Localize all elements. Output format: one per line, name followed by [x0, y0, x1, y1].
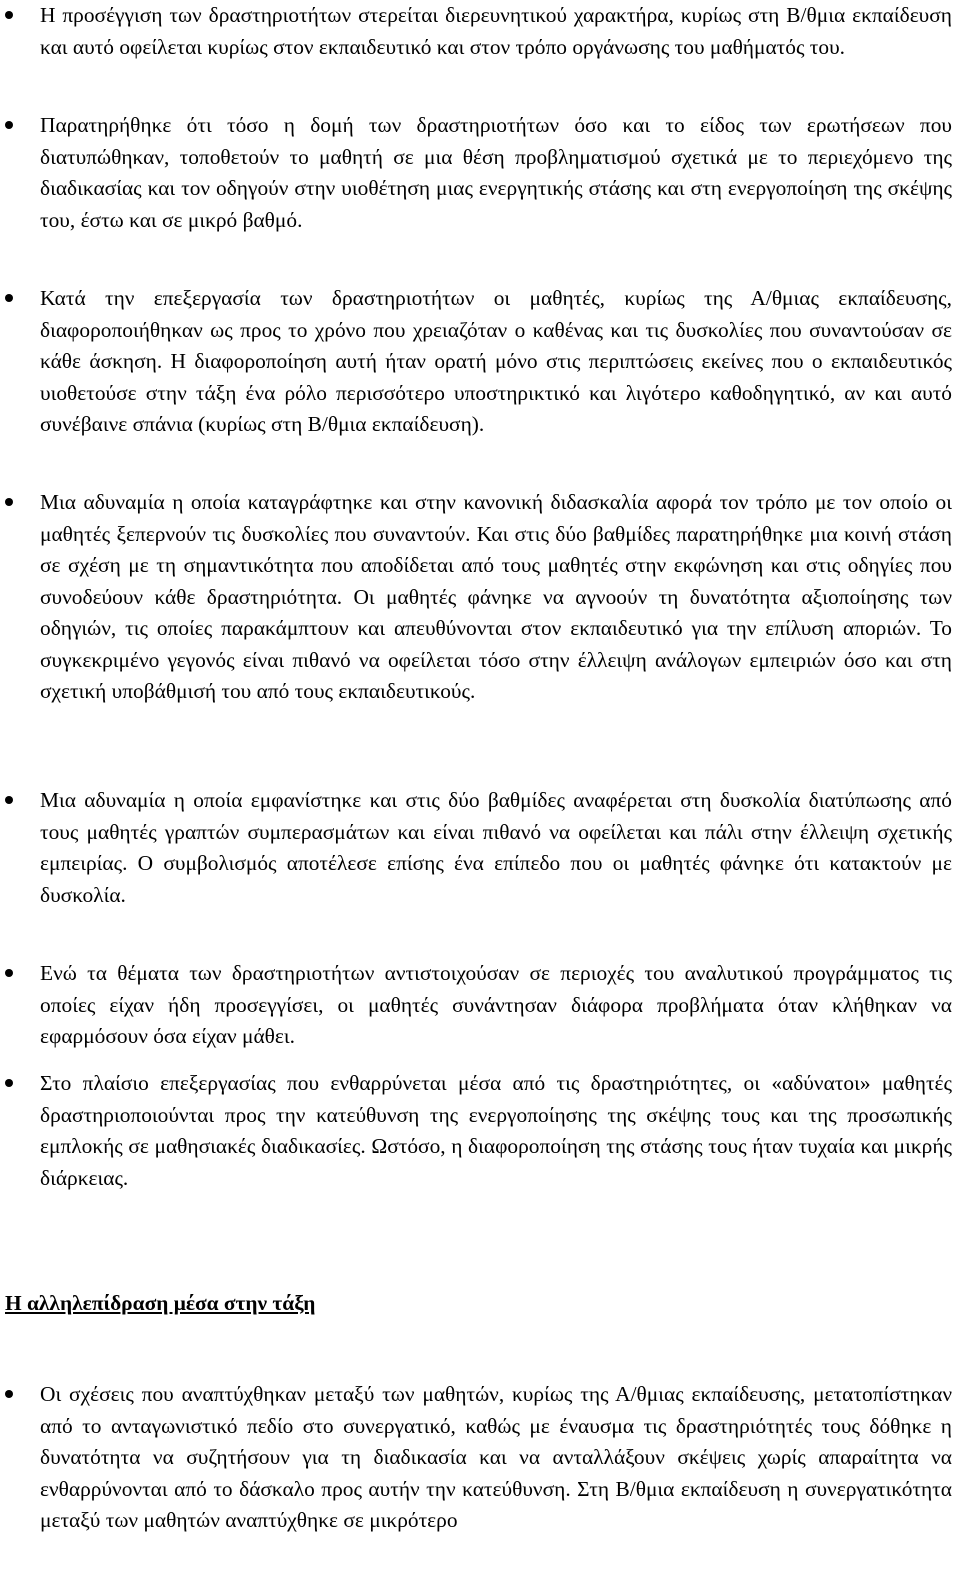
bullet-icon: [5, 796, 13, 804]
list-item-text: Ενώ τα θέματα των δραστηριοτήτων αντιστοιχούσαν σε περιοχές του αναλυτικού προγράμματος τις οποίες είχαν ήδη προσεγγίσει, οι μαθητές συνάντησαν διάφορα προβλήματα όταν κλήθηκαν να εφαρμόσουν όσα είχαν μάθει.: [40, 961, 952, 1048]
list-item-text: Παρατηρήθηκε ότι τόσο η δομή των δραστηριοτήτων όσο και το είδος των ερωτήσεων που διατυπώθηκαν, τοποθετούν το μαθητή σε μια θέση προβληματισμού σχετικά με το περιεχόμενο της διαδικασίας και τον οδηγούν στην υιοθέτηση μιας ενεργητικής στάσης και στη ενεργοποίηση της σκέψης του, έστω και σε μικρό βαθμό.: [40, 113, 952, 232]
list-item: [0, 0, 960, 63]
list-item: [0, 1379, 960, 1537]
list-item: [0, 487, 960, 708]
list-item-text: Μια αδυναμία η οποία καταγράφτηκε και στην κανονική διδασκαλία αφορά τον τρόπο με τον οποίο οι μαθητές ξεπερνούν τις δυσκολίες που συναντούν. Και στις δύο βαθμίδες παρατηρήθηκε μια κοινή στάση σε σχέση με τη σημαντικότητα που αποδίδεται από τους μαθητές στην εκφώνηση και στις οδηγίες που συνοδεύουν κάθε δραστηριότητα. Οι μαθητές φάνηκε να αγνοούν τη δυνατότητα αξιοποίησης των οδηγιών, τις οποίες παρακάμπτουν και απευθύνονται στον εκπαιδευτικό για την επίλυση αποριών. Το συγκεκριμένο γεγονός είναι πιθανό να οφείλεται τόσο στην έλλειψη ανάλογων εμπειριών όσο και στη σχετική υποβάθμισή του από τους εκπαιδευτικούς.: [40, 490, 952, 703]
list-item: [0, 958, 960, 1053]
bullet-icon: [5, 498, 13, 506]
section-heading: Η αλληλεπίδραση μέσα στην τάξη: [5, 1291, 316, 1315]
bullet-icon: [5, 11, 13, 19]
bullet-icon: [5, 294, 13, 302]
list-item-text: Στο πλαίσιο επεξεργασίας που ενθαρρύνεται μέσα από τις δραστηριότητες, οι «αδύνατοι» μαθητές δραστηριοποιούνται προς την κατεύθυνση της ενεργοποίησης της σκέψης τους και της προσωπικής εμπλοκής σε μαθησιακές διαδικασίες. Ωστόσο, η διαφοροποίηση της στάσης τους ήταν τυχαία και μικρής διάρκειας.: [40, 1071, 952, 1190]
list-item: [0, 110, 960, 236]
list-item-text: Κατά την επεξεργασία των δραστηριοτήτων οι μαθητές, κυρίως της Α/θμιας εκπαίδευσης, διαφοροποιήθηκαν ως προς το χρόνο που χρειαζόταν ο καθένας και τις δυσκολίες που συναντούσαν σε κάθε άσκηση. Η διαφοροποίηση αυτή ήταν ορατή μόνο στις περιπτώσεις εκείνες που ο εκπαιδευτικός υιοθετούσε στην τάξη ένα ρόλο περισσότερο υποστηρικτικό και λιγότερο καθοδηγητικό, αν και αυτό συνέβαινε σπάνια (κυρίως στη Β/θμια εκπαίδευση).: [40, 286, 952, 436]
list-item-text: Μια αδυναμία η οποία εμφανίστηκε και στις δύο βαθμίδες αναφέρεται στη δυσκολία διατύπωσης από τους μαθητές γραπτών συμπερασμάτων και είναι πιθανό να οφείλεται και πάλι στην έλλειψη σχετικής εμπειρίας. Ο συμβολισμός αποτέλεσε επίσης ένα επίπεδο που οι μαθητές φάνηκε ότι κατακτούν με δυσκολία.: [40, 788, 952, 907]
bullet-icon: [5, 969, 13, 977]
list-item-text: Οι σχέσεις που αναπτύχθηκαν μεταξύ των μαθητών, κυρίως της Α/θμιας εκπαίδευσης, μετατοπίστηκαν από το ανταγωνιστικό πεδίο στο συνεργατικό, καθώς με έναυσμα τις δραστηριότητές τους δόθηκε η δυνατότητα να συζητήσουν για τη διαδικασία και να ανταλλάξουν σκέψεις χωρίς απαραίτητα να ενθαρρύνονται από το δάσκαλο προς αυτήν την κατεύθυνση. Στη Β/θμια εκπαίδευση η συνεργατικότητα μεταξύ των μαθητών αναπτύχθηκε σε μικρότερο: [40, 1382, 952, 1532]
list-item-text: Η προσέγγιση των δραστηριοτήτων στερείται διερευνητικού χαρακτήρα, κυρίως στη Β/θμια εκπαίδευση και αυτό οφείλεται κυρίως στον εκπαιδευτικό και στον τρόπο οργάνωσης του μαθήματός του.: [40, 3, 952, 59]
bullet-icon: [5, 1079, 13, 1087]
list-item: [0, 785, 960, 911]
list-item: [0, 1068, 960, 1194]
bullet-icon: [5, 121, 13, 129]
bullet-icon: [5, 1390, 13, 1398]
list-item: [0, 283, 960, 441]
